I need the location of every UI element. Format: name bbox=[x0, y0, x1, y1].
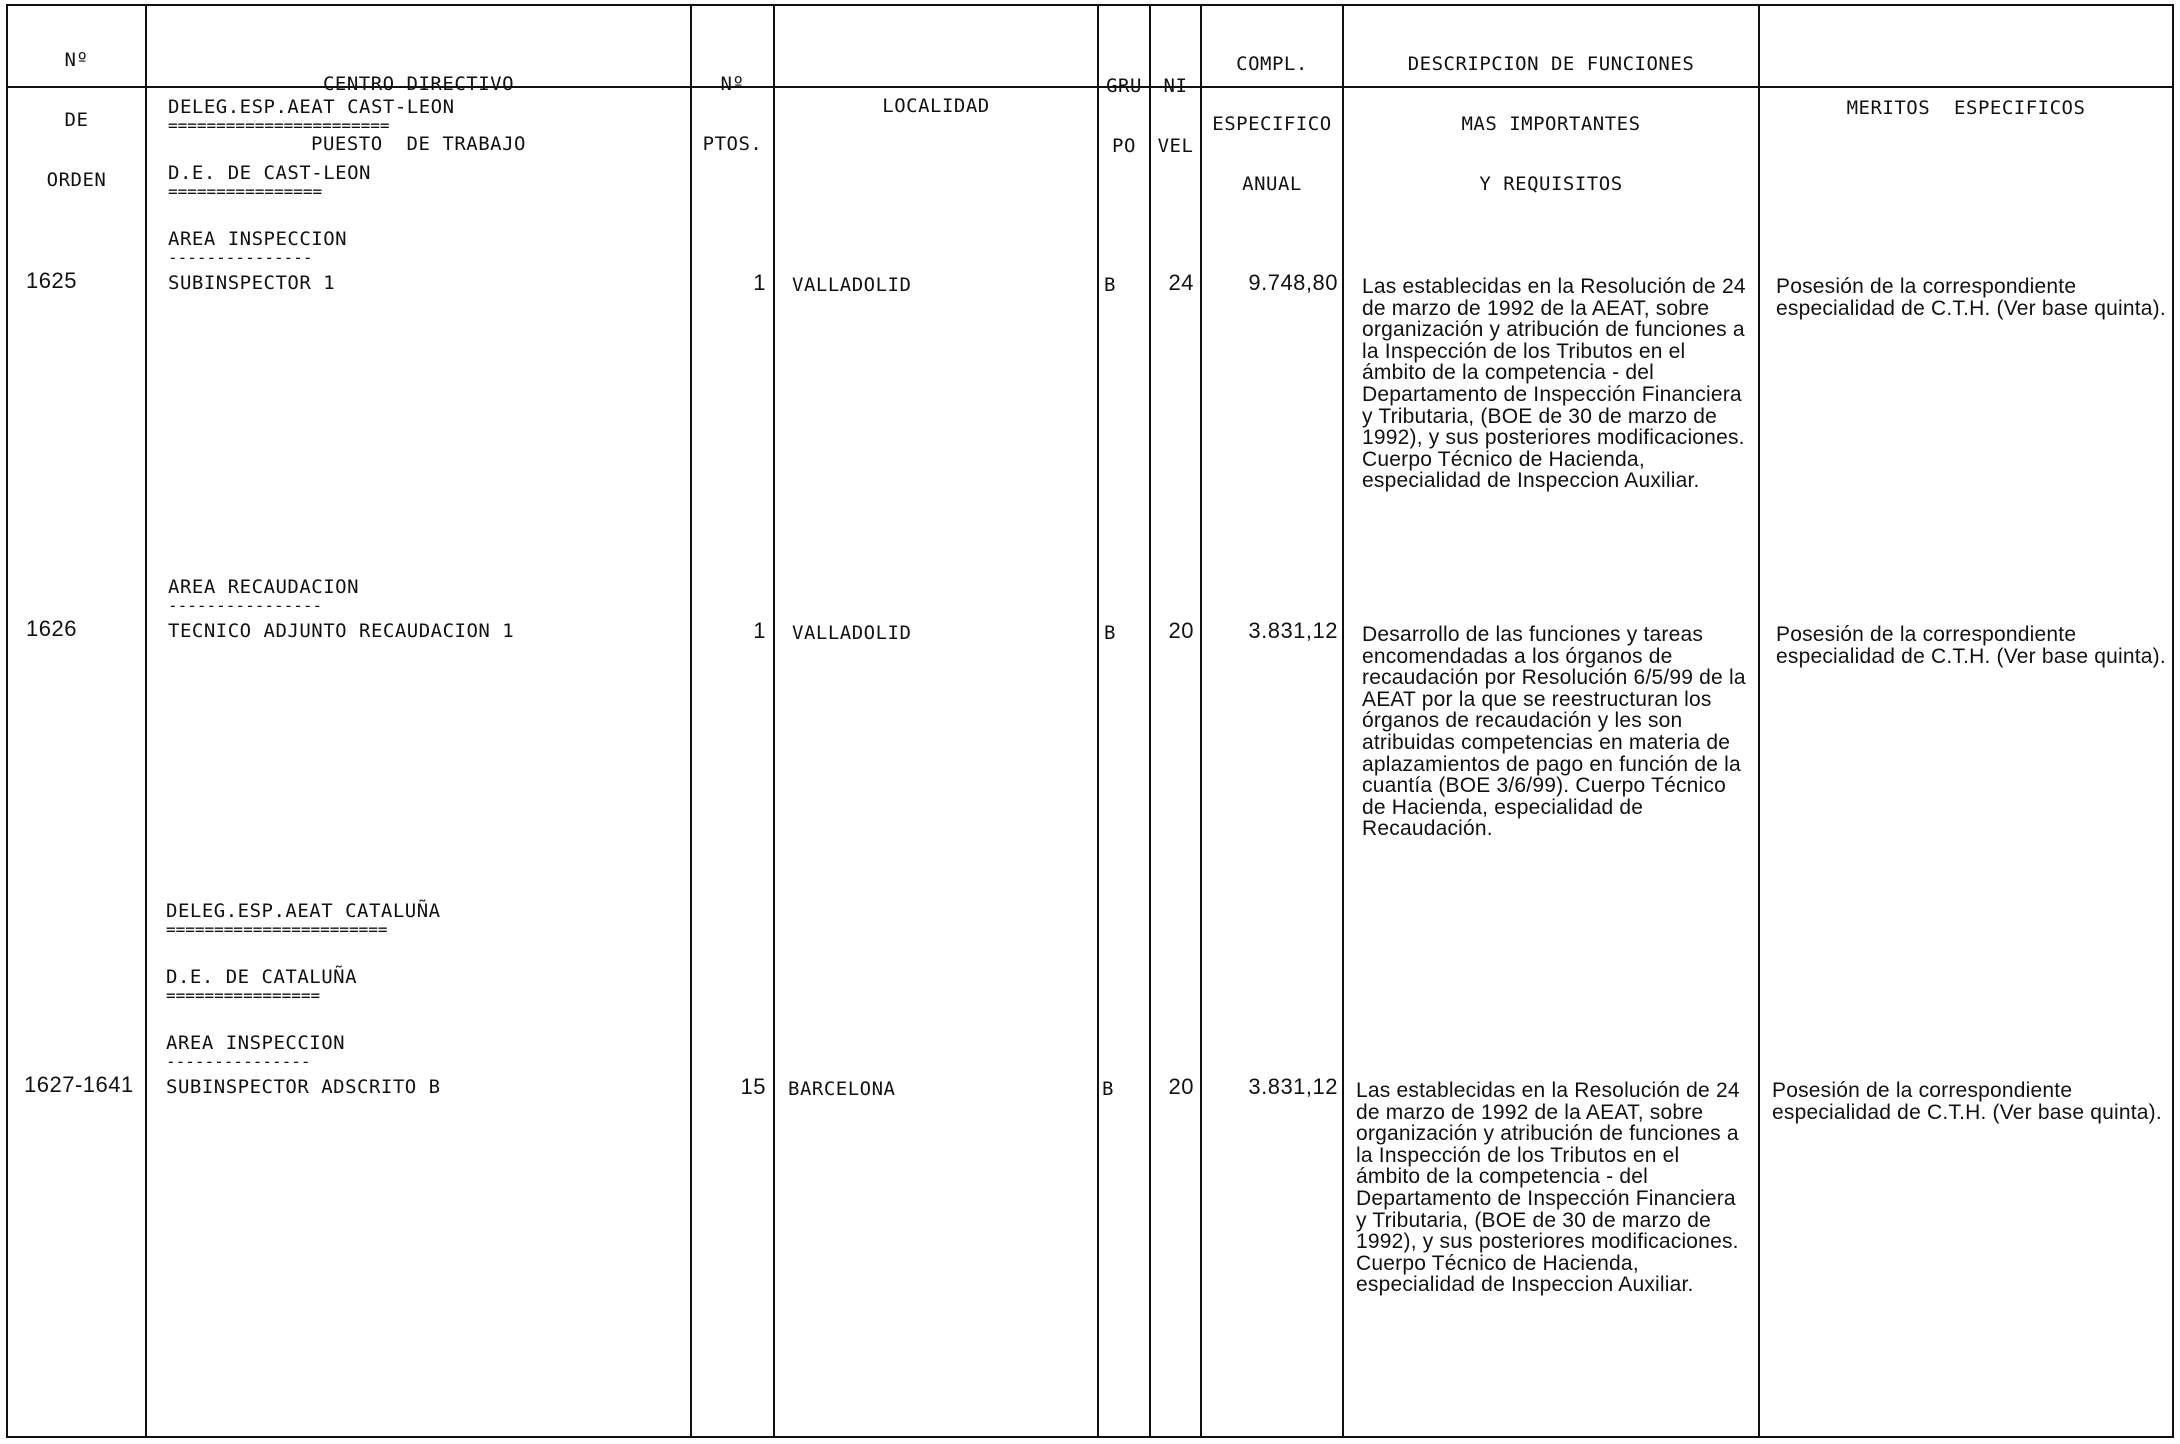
table-row-nivel: 20 bbox=[1168, 618, 1194, 643]
table-row-ptos: 15 bbox=[740, 1074, 766, 1099]
col-divider-orden bbox=[145, 4, 147, 1438]
table-row-descripcion: Desarrollo de las funciones y tareas encomendadas a los órganos de recaudación por Resolución 6/5/99 de la AEAT por la que se reestructuran los órganos de recaudación y les son atribuidas competencias en materia de aplazamientos de pago en función de la cuantía (BOE 3/6/99). Cuerpo Técnico de Hacienda, especialidad de Recaudación. bbox=[1362, 623, 1746, 841]
bottom-border bbox=[6, 1436, 2174, 1438]
table-row-puesto: TECNICO ADJUNTO RECAUDACION 1 bbox=[168, 620, 515, 642]
section-heading: D.E. DE CATALUÑA bbox=[166, 966, 358, 988]
header-nivel-line-2: VEL bbox=[1157, 135, 1194, 157]
table-row-descripcion: Las establecidas en la Resolución de 24 de marzo de 1992 de la AEAT, sobre organización y atribución de funciones a la Inspección de los Tributos en el ámbito de la competencia - del Departamento de Inspección Financiera y Tributaria, (BOE de 30 de marzo de 1992), y sus posteriores modificaciones. Cuerpo Técnico de Hacienda, especialidad de Inspeccion Auxiliar. bbox=[1362, 275, 1746, 493]
section-heading: AREA RECAUDACION bbox=[168, 576, 360, 598]
header-compl-line-1: COMPL. bbox=[1236, 53, 1308, 75]
table-row-meritos: Posesión de la correspondiente especialidad de C.T.H. (Ver base quinta). bbox=[1772, 1079, 2162, 1124]
section-underline: ======================= bbox=[166, 923, 388, 937]
header-descripcion-line-3: Y REQUISITOS bbox=[1479, 173, 1623, 195]
header-orden-line-1: Nº bbox=[64, 49, 89, 71]
table-row-grupo: B bbox=[1102, 1078, 1114, 1100]
header-compl bbox=[1202, 14, 1342, 234]
table-row-localidad: VALLADOLID bbox=[792, 274, 912, 296]
header-descripcion-line-1: DESCRIPCION DE FUNCIONES bbox=[1407, 53, 1695, 75]
header-compl-line-3: ANUAL bbox=[1242, 173, 1302, 195]
header-meritos-line: MERITOS ESPECIFICOS bbox=[1846, 97, 2086, 119]
header-ptos-line-1: Nº bbox=[720, 73, 745, 95]
col-divider-centro bbox=[690, 4, 692, 1438]
col-divider-grupo bbox=[1149, 4, 1151, 1438]
table-row-localidad: VALLADOLID bbox=[792, 622, 912, 644]
section-heading: AREA INSPECCION bbox=[168, 228, 348, 250]
table-row-orden: 1625 bbox=[26, 268, 77, 293]
section-underline: ================ bbox=[166, 989, 321, 1003]
header-orden-line-2: DE bbox=[64, 109, 89, 131]
section-underline: ---------------- bbox=[168, 599, 323, 613]
section-heading: DELEG.ESP.AEAT CAST-LEON bbox=[168, 96, 455, 118]
col-divider-ptos bbox=[773, 4, 775, 1438]
right-border bbox=[2172, 4, 2174, 1438]
table-row-ptos: 1 bbox=[753, 618, 766, 643]
table-row-puesto: SUBINSPECTOR ADSCRITO B bbox=[166, 1076, 441, 1098]
table-row-grupo: B bbox=[1104, 622, 1116, 644]
header-meritos bbox=[1760, 58, 2172, 158]
section-heading: DELEG.ESP.AEAT CATALUÑA bbox=[166, 900, 441, 922]
header-descripcion bbox=[1344, 14, 1758, 234]
table-row-meritos: Posesión de la correspondiente especialidad de C.T.H. (Ver base quinta). bbox=[1776, 623, 2166, 668]
header-orden bbox=[8, 10, 145, 230]
header-centro-line-1: CENTRO DIRECTIVO bbox=[322, 73, 515, 95]
col-divider-localidad bbox=[1097, 4, 1099, 1438]
table-row-puesto: SUBINSPECTOR 1 bbox=[168, 272, 336, 294]
table-row-compl: 9.748,80 bbox=[1248, 270, 1338, 295]
header-grupo-line-2: PO bbox=[1112, 135, 1136, 157]
table-row-nivel: 20 bbox=[1168, 1074, 1194, 1099]
header-localidad bbox=[775, 56, 1097, 156]
header-ptos bbox=[692, 34, 773, 194]
section-underline: ================ bbox=[168, 185, 323, 199]
section-underline: ======================= bbox=[168, 119, 390, 133]
table-row-compl: 3.831,12 bbox=[1248, 618, 1338, 643]
section-heading: D.E. DE CAST-LEON bbox=[168, 162, 371, 184]
header-grupo-line-1: GRU bbox=[1106, 75, 1142, 97]
header-compl-line-2: ESPECIFICO bbox=[1212, 113, 1332, 135]
header-orden-line-3: ORDEN bbox=[46, 169, 107, 191]
header-centro-line-2: PUESTO DE TRABAJO bbox=[311, 133, 526, 155]
top-border bbox=[6, 4, 2174, 6]
table-row-descripcion: Las establecidas en la Resolución de 24 de marzo de 1992 de la AEAT, sobre organización y atribución de funciones a la Inspección de los Tributos en el ámbito de la competencia - del Departamento de Inspección Financiera y Tributaria, (BOE de 30 de marzo de 1992), y sus posteriores modificaciones. Cuerpo Técnico de Hacienda, especialidad de Inspeccion Auxiliar. bbox=[1356, 1079, 1740, 1297]
header-localidad-line: LOCALIDAD bbox=[882, 95, 990, 117]
header-nivel-line-1: NI bbox=[1163, 75, 1188, 97]
header-descripcion-line-2: MAS IMPORTANTES bbox=[1461, 113, 1641, 135]
table-row-meritos: Posesión de la correspondiente especialidad de C.T.H. (Ver base quinta). bbox=[1776, 275, 2166, 320]
header-grupo bbox=[1099, 36, 1149, 196]
section-heading: AREA INSPECCION bbox=[166, 1032, 346, 1054]
header-ptos-line-2: PTOS. bbox=[702, 133, 763, 155]
table-row-nivel: 24 bbox=[1168, 270, 1194, 295]
section-underline: --------------- bbox=[168, 251, 313, 265]
table-row-localidad: BARCELONA bbox=[788, 1078, 896, 1100]
table-row-grupo: B bbox=[1104, 274, 1116, 296]
table-row-compl: 3.831,12 bbox=[1248, 1074, 1338, 1099]
table-row-orden: 1627-1641 bbox=[24, 1072, 134, 1097]
col-divider-descripcion bbox=[1758, 4, 1760, 1438]
section-underline: --------------- bbox=[166, 1055, 311, 1069]
table-row-orden: 1626 bbox=[26, 616, 77, 641]
header-nivel bbox=[1151, 36, 1200, 196]
table-row-ptos: 1 bbox=[753, 270, 766, 295]
